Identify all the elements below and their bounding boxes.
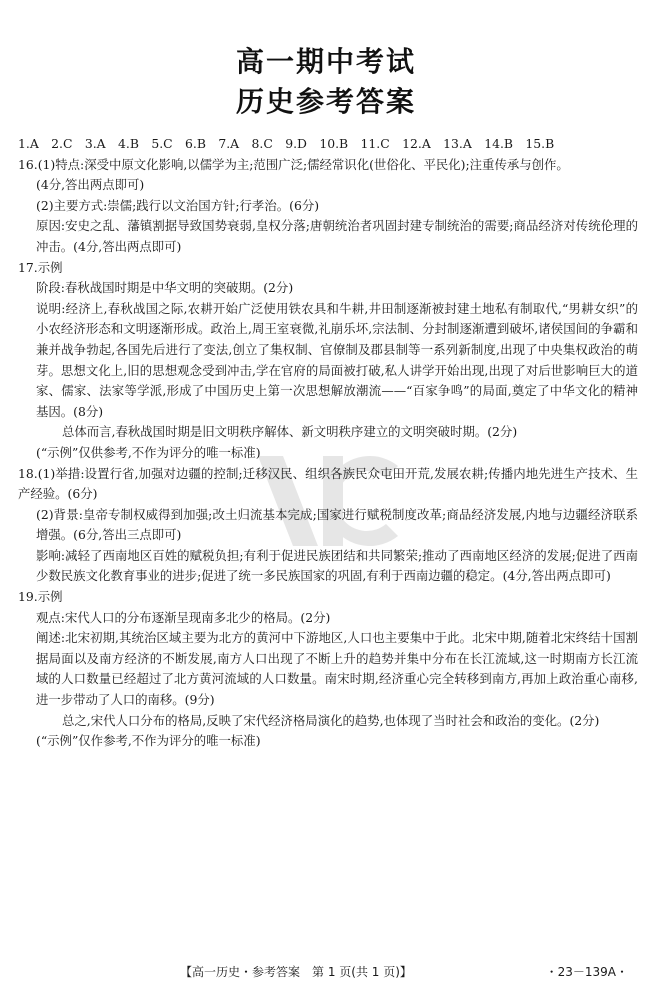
page-subtitle: 历史参考答案 bbox=[235, 85, 416, 118]
q19-note: (“示例”仅作参考,不作为评分的唯一标准) bbox=[36, 733, 261, 749]
q19-view: 观点:宋代人口的分布逐渐呈现南多北少的格局。(2分) bbox=[36, 609, 331, 625]
page-title: 高一期中考试 bbox=[235, 45, 416, 78]
footer-page-info: 【高一历史・参考答案 第 1 页(共 1 页)】 bbox=[180, 965, 412, 979]
q19-elaboration: 阐述:北宋初期,其统治区域主要为北方的黄河中下游地区,人口也主要集中于此。北宋中期,随着北宋终结十国割据局面以及南方经济的不断发展,南方人口出现了不断上升的趋势并集中分布在长江流域,这一时期南方长江流域的人口数量已经超过了北方黄河流域的人口数量。南宋时期,经济重心完全转移到南方,再加上政治重心南移,进一步带动了人口的南移。(9分) bbox=[36, 630, 638, 708]
q19-heading: 19.示例 bbox=[18, 589, 63, 605]
q18-part2: (2)背景:皇帝专制权威得到加强;改土归流基本完成;国家进行赋税制度改革;商品经济发展,内地与边疆经济联系增强。(6分,答出三点即可) bbox=[36, 506, 638, 543]
q19-summary: 总之,宋代人口分布的格局,反映了宋代经济格局演化的趋势,也体现了当时社会和政治的变化。(2分) bbox=[62, 712, 600, 728]
q17-explanation: 说明:经济上,春秋战国之际,农耕开始广泛使用铁农具和牛耕,井田制逐渐被封建土地私有制取代,“男耕女织”的小农经济形态和文明逐渐形成。政治上,周王室衰微,礼崩乐坏,宗法制、分封制逐渐遭到破坏,诸侯国间的争霸和兼并战争勃起,各国先后进行了变法,创立了集权制、官僚制及郡县制等一系列新制度,出现了中央集权政治的萌芽。思想文化上,旧的思想观念受到冲击,学在官府的局面被打破,私人讲学开始出现,出现了对后世影响巨大的道家、儒家、法家等学派,形成了中国历史上第一次思想解放潮流——“百家争鸣”的局面,奠定了中华文化的精神基因。(8分) bbox=[36, 300, 638, 419]
q18-part3: 影响:减轻了西南地区百姓的赋税负担;有利于促进民族团结和共同繁荣;推动了西南地区经济的发展;促进了西南少数民族文化教育事业的进步;促进了统一多民族国家的巩固,有利于西南边疆的稳定。(4分,答出两点即可) bbox=[36, 547, 638, 584]
q17-summary: 总体而言,春秋战国时期是旧文明秩序解体、新文明秩序建立的文明突破时期。(2分) bbox=[62, 424, 518, 440]
q16-part1: 16.(1)特点:深受中原文化影响,以儒学为主;范围广泛;儒经常识化(世俗化、平民化);注重传承与创作。 bbox=[18, 156, 569, 172]
q17-stage: 阶段:春秋战国时期是中华文明的突破期。(2分) bbox=[36, 280, 294, 296]
q16-part3: 原因:安史之乱、藩镇割据导致国势衰弱,皇权分落;唐朝统治者巩固封建专制统治的需要;商品经济对传统伦理的冲击。(4分,答出两点即可) bbox=[36, 218, 638, 254]
q17-note: (“示例”仅供参考,不作为评分的唯一标准) bbox=[36, 444, 261, 460]
q16-part2: (2)主要方式:崇儒;践行以文治国方针;行孝治。(6分) bbox=[36, 197, 320, 213]
q17-heading: 17.示例 bbox=[18, 259, 63, 275]
q18-part1: 18.(1)举措:设置行省,加强对边疆的控制;迁移汉民、组织各族民众屯田开荒,发展农耕;传播内地先进生产技术、生产经验。(6分) bbox=[18, 465, 638, 502]
choice-answers: 1.A 2.C 3.A 4.B 5.C 6.B 7.A 8.C 9.D 10.B 11.C 12.A 13.A 14.B 15.B bbox=[18, 136, 555, 151]
q16-part1-score: (4分,答出两点即可) bbox=[36, 177, 145, 193]
footer-code: ・23－139A・ bbox=[545, 965, 628, 979]
answer-content bbox=[18, 134, 638, 752]
